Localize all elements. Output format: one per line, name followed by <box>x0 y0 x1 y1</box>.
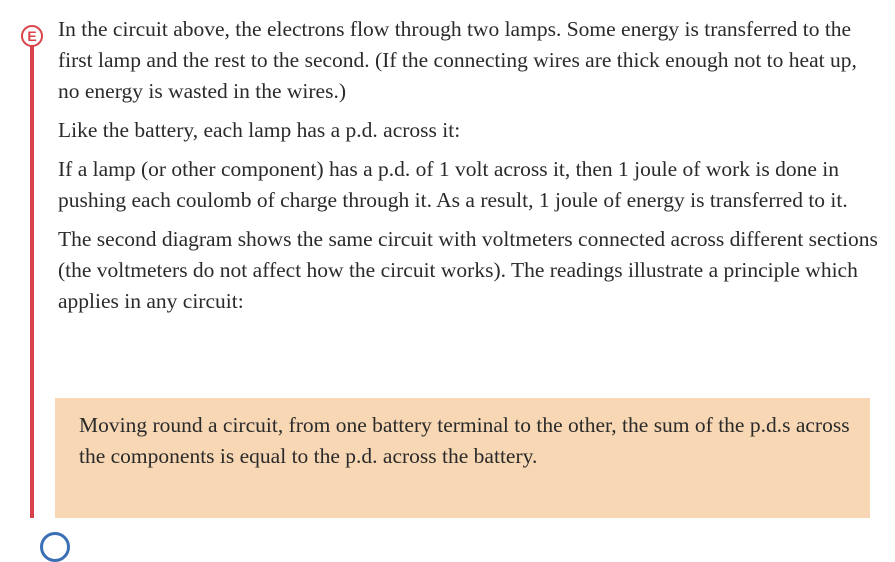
paragraph-2: Like the battery, each lamp has a p.d. across it: <box>58 118 461 142</box>
text-body <box>58 14 878 325</box>
principle-text: Moving round a circuit, from one battery terminal to the other, the sum of the p.d.s across the components is equal to the p.d. across the battery. <box>79 413 850 468</box>
next-section-marker-icon <box>40 532 70 562</box>
principle-highlight-box <box>55 398 870 518</box>
extension-badge: E <box>21 25 43 47</box>
paragraph-1: In the circuit above, the electrons flow through two lamps. Some energy is transferred to the first lamp and the rest to the second. (If the connecting wires are thick enough not to heat up, no energy is wasted in the wires.) <box>58 17 857 103</box>
section-rail <box>30 34 34 518</box>
paragraph-3: If a lamp (or other component) has a p.d. of 1 volt across it, then 1 joule of work is done in pushing each coulomb of charge through it. As a result, 1 joule of energy is transferred to it. <box>58 157 848 212</box>
paragraph-4: The second diagram shows the same circuit with voltmeters connected across different sections (the voltmeters do not affect how the circuit works). The readings illustrate a principle which applies in any circuit: <box>58 227 878 313</box>
